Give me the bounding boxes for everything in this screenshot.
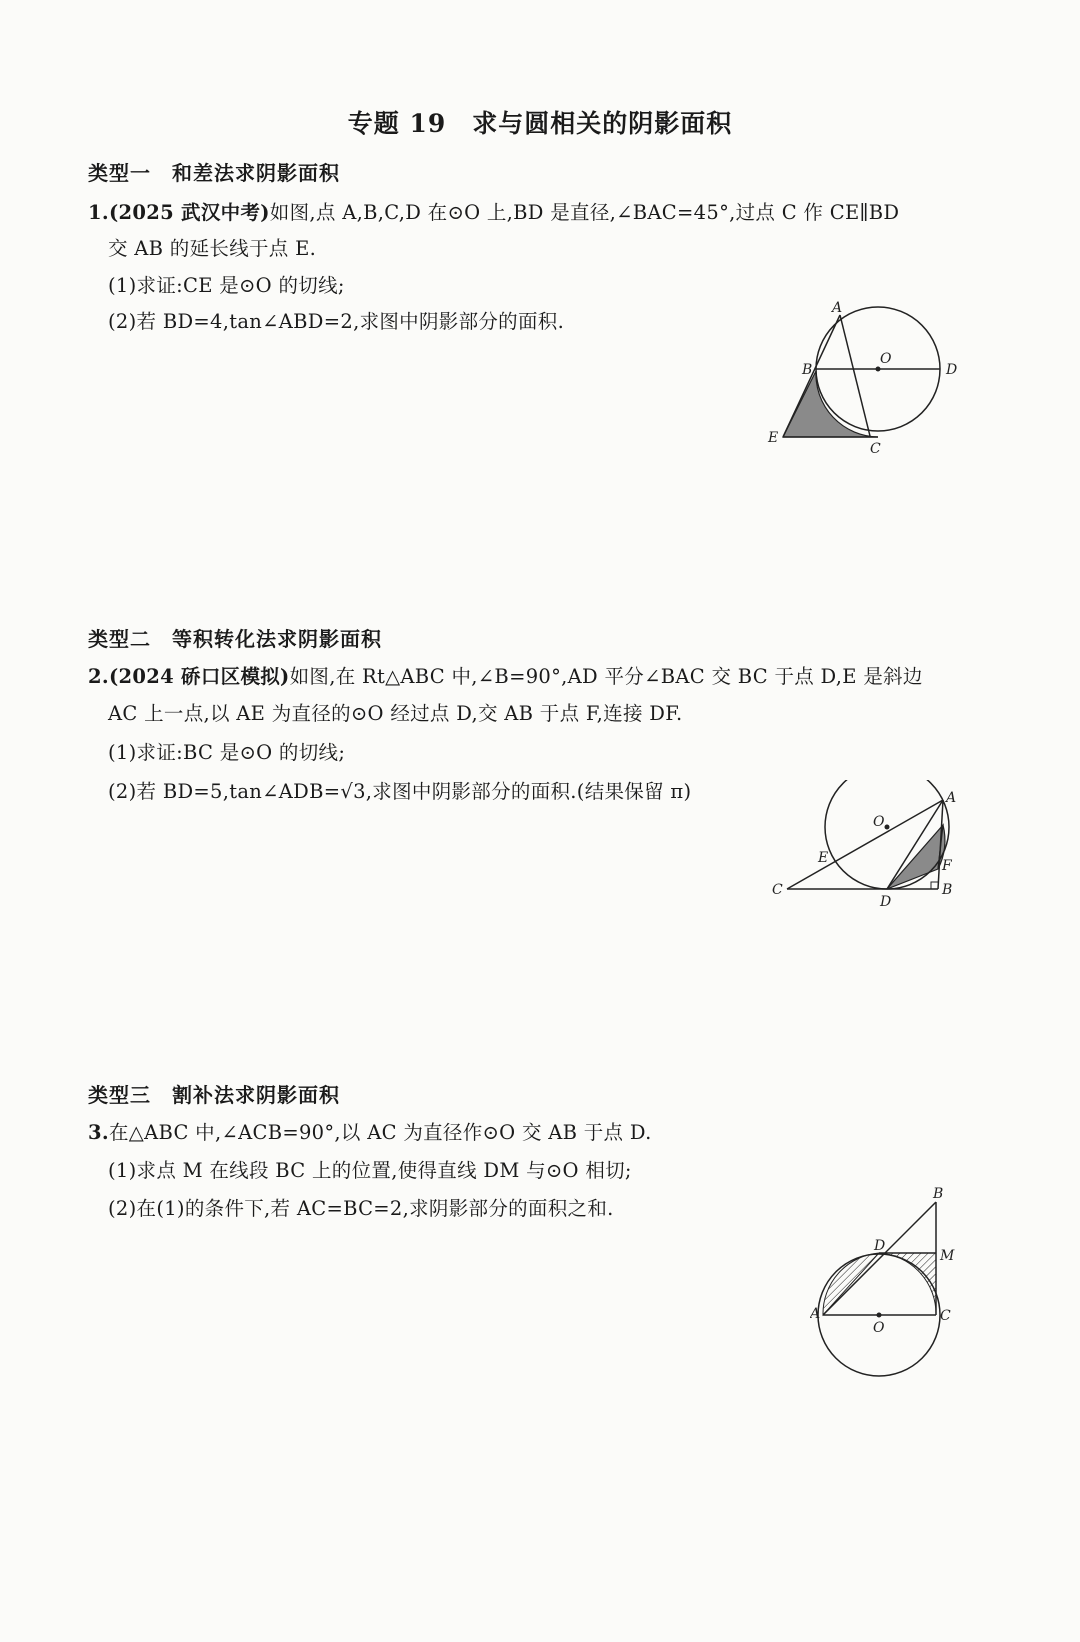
question-number: 1. (88, 201, 109, 224)
question-2-part-2: (2)若 BD=5,tan∠ADB=√3,求图中阴影部分的面积.(结果保留 π) (108, 780, 692, 803)
circle-o (825, 780, 949, 889)
label-d: D (946, 362, 958, 378)
label-d: D (874, 1238, 886, 1254)
label-m: M (940, 1248, 955, 1264)
question-2-line-2: AC 上一点,以 AE 为直径的⊙O 经过点 D,交 AB 于点 F,连接 DF. (108, 702, 683, 725)
question-2-part-1: (1)求证:BC 是⊙O 的切线; (108, 741, 346, 764)
label-f: F (942, 858, 952, 874)
shaded-triangle (887, 825, 943, 889)
question-number: 3. (88, 1121, 109, 1144)
label-e: E (818, 850, 829, 866)
label-a: A (832, 300, 843, 316)
page-title: 专题 19 求与圆相关的阴影面积 (347, 109, 733, 138)
hatched-region-right (879, 1253, 936, 1315)
figure-2 (770, 780, 1010, 920)
shaded-region (783, 371, 878, 437)
label-d: D (880, 894, 892, 910)
label-e: E (768, 430, 779, 446)
figure-1 (760, 290, 1010, 470)
section-heading-2: 类型二 等积转化法求阴影面积 (88, 627, 382, 651)
question-source: (2025 武汉中考) (108, 201, 270, 224)
question-3-part-1: (1)求点 M 在线段 BC 上的位置,使得直线 DM 与⊙O 相切; (108, 1159, 632, 1182)
label-c: C (870, 441, 881, 457)
label-c: C (940, 1308, 951, 1324)
question-text: 如图,在 Rt△ABC 中,∠B=90°,AD 平分∠BAC 交 BC 于点 D,E 是斜边 (289, 665, 923, 688)
label-c: C (772, 882, 783, 898)
question-1-line-2: 交 AB 的延长线于点 E. (108, 237, 317, 260)
center-dot (885, 825, 890, 830)
center-dot (876, 367, 881, 372)
question-source: (2024 硚口区模拟) (108, 665, 290, 688)
question-1-part-2: (2)若 BD=4,tan∠ABD=2,求图中阴影部分的面积. (108, 310, 565, 333)
question-number: 2. (88, 665, 109, 688)
label-a: A (946, 790, 957, 806)
right-angle-mark (931, 882, 938, 889)
center-dot (877, 1313, 882, 1318)
label-b: B (933, 1186, 944, 1202)
question-1-line-1 (88, 197, 899, 225)
label-b: B (802, 362, 813, 378)
label-a: A (810, 1306, 821, 1322)
label-o: O (873, 1320, 885, 1336)
section-heading-3: 类型三 割补法求阴影面积 (88, 1083, 340, 1107)
line-ac (840, 315, 870, 436)
label-o: O (873, 814, 885, 830)
question-text: 在△ABC 中,∠ACB=90°,以 AC 为直径作⊙O 交 AB 于点 D. (108, 1121, 652, 1144)
question-3-part-2: (2)在(1)的条件下,若 AC=BC=2,求阴影部分的面积之和. (108, 1197, 614, 1220)
question-3-line-1 (88, 1117, 652, 1145)
question-1-part-1: (1)求证:CE 是⊙O 的切线; (108, 274, 345, 297)
section-heading-1: 类型一 和差法求阴影面积 (88, 161, 340, 185)
label-o: O (880, 351, 892, 367)
label-b: B (942, 882, 953, 898)
question-text: 如图,点 A,B,C,D 在⊙O 上,BD 是直径,∠BAC=45°,过点 C 作 CE∥BD (269, 201, 900, 224)
figure-3 (810, 1180, 990, 1380)
question-2-line-1 (88, 661, 923, 689)
